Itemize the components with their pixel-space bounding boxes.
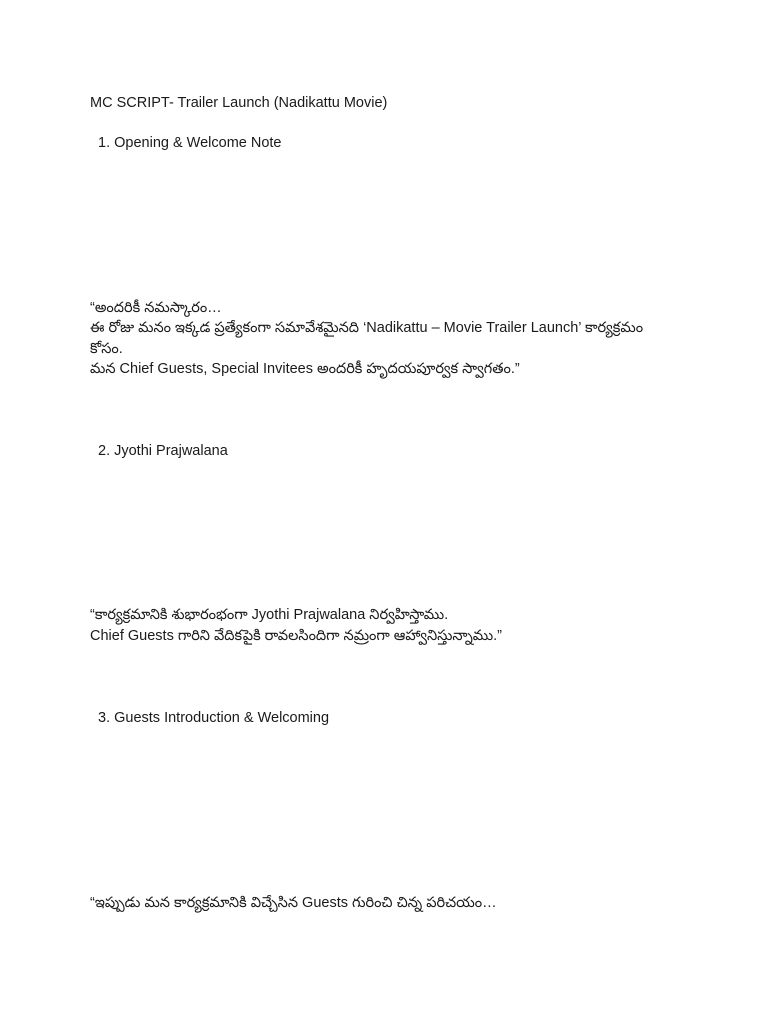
document-title: MC SCRIPT- Trailer Launch (Nadikattu Movie): [90, 95, 388, 111]
script-line: Chief Guests గారిని వేదికపైకి రావలసిందిగా నమ్రంగా ఆహ్వానిస్తున్నాము.”: [90, 628, 502, 644]
script-line: ఈ రోజు మనం ఇక్కడ ప్రత్యేకంగా సమావేశమైనది ‘Nadikattu – Movie Trailer Launch’ కార్యక్రమం: [90, 320, 644, 336]
script-line: “ఇప్పుడు మన కార్యక్రమానికి విచ్చేసిన Guests గురించి చిన్న పరిచయం…: [90, 895, 497, 911]
script-line: కోసం.: [90, 341, 123, 357]
section-heading-jyothi-prajwalana: 2. Jyothi Prajwalana: [98, 443, 228, 459]
script-line: “కార్యక్రమానికి శుభారంభంగా Jyothi Prajwalana నిర్వహిస్తాము.: [90, 607, 449, 623]
section-heading-guests-introduction: 3. Guests Introduction & Welcoming: [98, 710, 330, 726]
section-heading-opening: 1. Opening & Welcome Note: [98, 135, 282, 151]
script-line: “అందరికీ నమస్కారం…: [90, 300, 222, 316]
script-line: మన Chief Guests, Special Invitees అందరికీ హృదయపూర్వక స్వాగతం.”: [90, 361, 520, 377]
